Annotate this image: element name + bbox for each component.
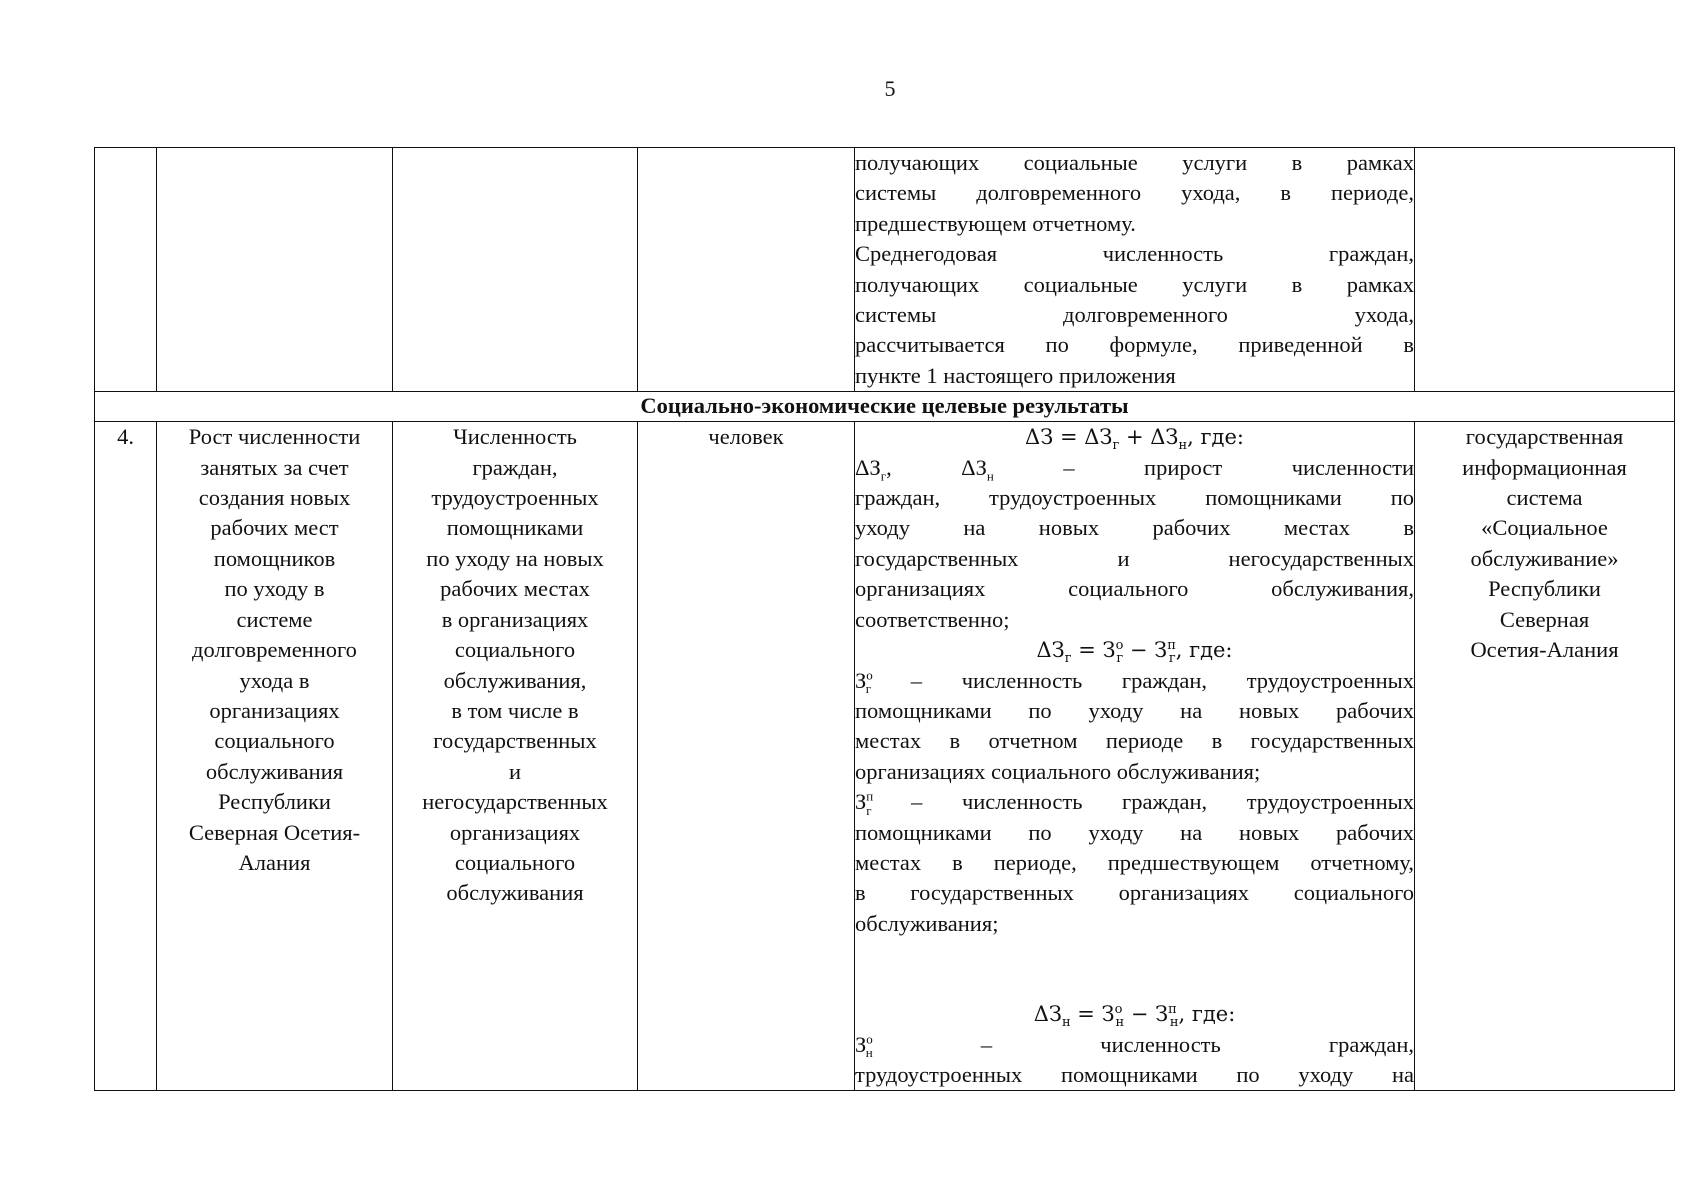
text-line: помощниками по уходу на новых рабочих (855, 697, 1414, 723)
result-name-text: Рост численности занятых за счет создания новых рабочих мест помощников по уходу в системе долговременного ухода в организациях социального обслуживания Республики Северная Осетия- Алания (188, 424, 361, 875)
cell-methodology (855, 422, 1415, 1091)
definition-state-current: $З^о_г$ – численность граждан, трудоустроенных (855, 667, 1414, 696)
text-line: получающих социальные услуги в рамках (855, 150, 1414, 175)
text-line: уходу на новых рабочих местах в (855, 515, 1414, 541)
formula-state: $\Delta З_г = З^о_г - З^п_г$, где: (1036, 638, 1233, 667)
indicators-table (94, 147, 1675, 1091)
table-row-section (95, 392, 1675, 422)
text-line: получающих социальные услуги в рамках (855, 271, 1414, 297)
page-number: 5 (884, 76, 896, 101)
definition-nonstate-current: $З^о_н$ – численность граждан, (855, 1031, 1415, 1061)
cell-row-number: 4. (95, 422, 157, 1091)
cell-indicator-name (393, 422, 638, 1091)
text-line: организациях социального обслуживания; (855, 758, 1261, 784)
cell-result-empty (157, 148, 393, 392)
text-line: государственных и негосударственных (855, 545, 1414, 571)
cell-methodology-continuation (855, 148, 1415, 392)
definition-state-previous: $З^п_г$ – численность граждан, трудоустроенных (855, 788, 1414, 818)
text-line: граждан, трудоустроенных помощниками по (855, 485, 1414, 511)
indicator-name-text: Численность граждан, трудоустроенных помощниками по уходу на новых рабочих местах в организациях социального обслуживания, в том числе в государственных и негосударственных организациях социального обслуживания (422, 424, 608, 906)
cell-unit: человек (638, 422, 855, 1091)
cell-unit-empty (638, 148, 855, 392)
spacer (855, 939, 1414, 999)
text-line: обслуживания; (855, 910, 999, 936)
cell-source-empty (1415, 148, 1675, 392)
text-line: трудоустроенных помощниками по уходу на (855, 1061, 1414, 1087)
cell-indicator-empty (393, 148, 638, 392)
text-line: организациях социального обслуживания, (855, 576, 1414, 602)
text-line: местах в периоде, предшествующем отчетному, (855, 849, 1414, 875)
text-line: в государственных организациях социального (855, 880, 1414, 906)
cell-data-source (1415, 422, 1675, 1091)
text-line: предшествующем отчетному. (855, 210, 1136, 236)
data-source-text: государственная информационная система «Социальное обслуживание» Республики Северная Осетия-Алания (1462, 424, 1627, 663)
formula-main: $\Delta З = \Delta З_г + \Delta З_н$, где: (1025, 425, 1244, 454)
text-line: системы долговременного ухода, в периоде, (855, 180, 1414, 206)
text-line: помощниками по уходу на новых рабочих (855, 819, 1414, 845)
cell-result-name (157, 422, 393, 1091)
text-line: пункте 1 настоящего приложения (855, 362, 1176, 388)
table-row (95, 422, 1675, 1091)
definition-delta: $\Delta З_г$, $\Delta З_н$ – прирост численности (855, 454, 1415, 484)
table-row-continuation (95, 148, 1675, 392)
text-line: системы долговременного ухода, (855, 302, 1414, 328)
text-line: рассчитывается по формуле, приведенной в (855, 332, 1414, 358)
formula-nonstate: $\Delta З_н = З^о_н - З^п_н$, где: (1033, 1002, 1236, 1031)
text-line: соответственно; (855, 606, 1010, 632)
text-line: местах в отчетном периоде в государственных (855, 728, 1414, 754)
section-title: Социально-экономические целевые результаты (95, 392, 1675, 422)
text-line: Среднегодовая численность граждан, (855, 241, 1414, 267)
cell-number-empty (95, 148, 157, 392)
